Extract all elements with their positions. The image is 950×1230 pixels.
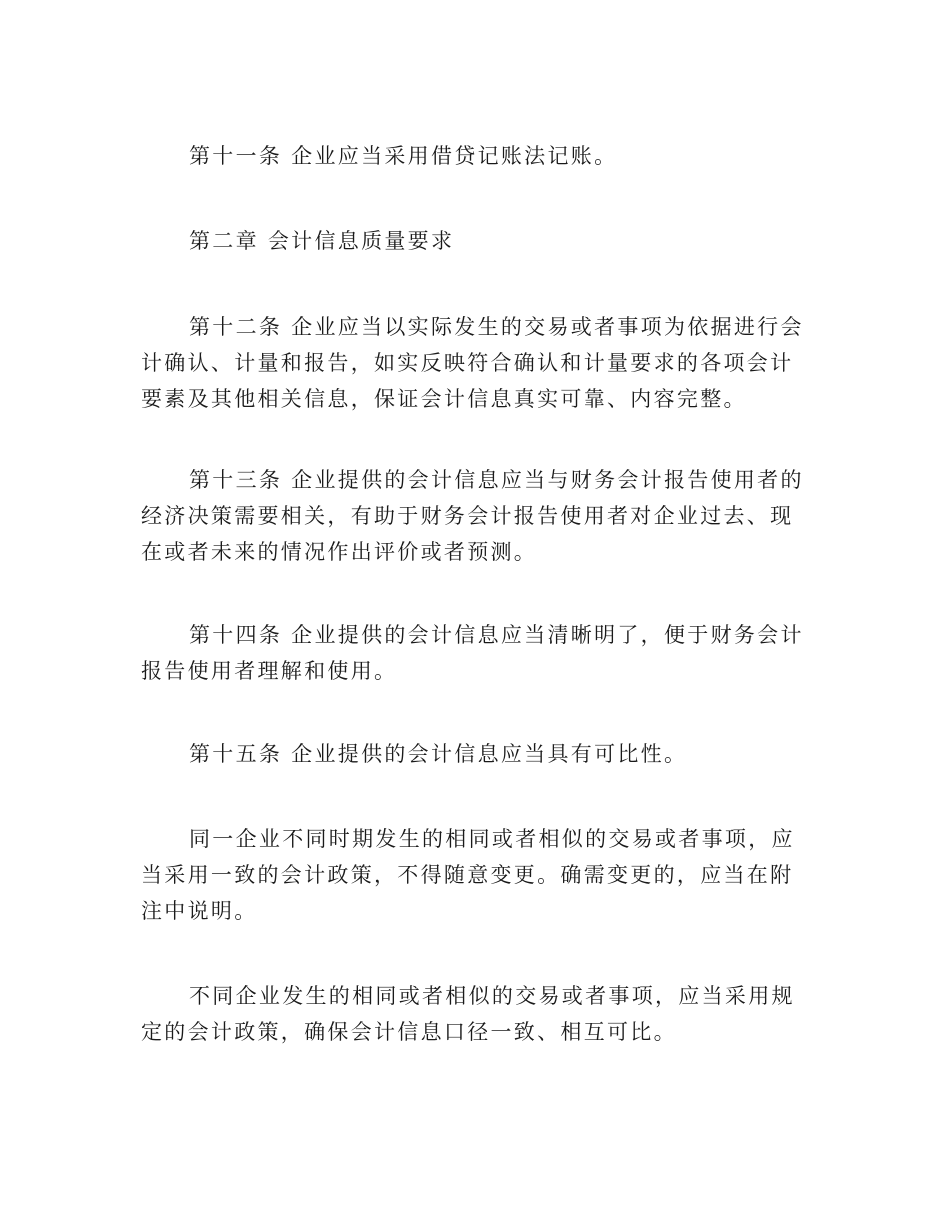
paragraph-line: 在或者未来的情况作出评价或者预测。	[141, 540, 538, 564]
article-14-paragraph	[141, 617, 809, 689]
paragraph-line: 要素及其他相关信息，保证会计信息真实可靠、内容完整。	[141, 387, 747, 411]
paragraph-line: 同一企业不同时期发生的相同或者相似的交易或者事项，应	[189, 827, 795, 851]
comparability-different-entities-paragraph	[141, 978, 809, 1050]
paragraph-line: 第十一条 企业应当采用借贷记账法记账。	[189, 144, 618, 168]
paragraph-line: 经济决策需要相关，有助于财务会计报告使用者对企业过去、现	[141, 504, 794, 528]
comparability-same-entity-paragraph	[141, 821, 809, 929]
paragraph-line: 不同企业发生的相同或者相似的交易或者事项，应当采用规	[189, 984, 795, 1008]
paragraph-line: 第十四条 企业提供的会计信息应当清晰明了，便于财务会计	[189, 623, 804, 647]
paragraph-line: 注中说明。	[141, 899, 258, 923]
article-12-paragraph	[141, 309, 809, 417]
paragraph-line: 第十三条 企业提供的会计信息应当与财务会计报告使用者的	[189, 468, 804, 492]
paragraph-line: 报告使用者理解和使用。	[141, 659, 398, 683]
paragraph-line: 第十二条 企业应当以实际发生的交易或者事项为依据进行会	[189, 315, 804, 339]
paragraph-line: 计确认、计量和报告，如实反映符合确认和计量要求的各项会计	[141, 351, 794, 375]
paragraph-line: 当采用一致的会计政策，不得随意变更。确需变更的，应当在附	[141, 863, 794, 887]
article-11-paragraph	[141, 138, 809, 174]
paragraph-line: 定的会计政策，确保会计信息口径一致、相互可比。	[141, 1020, 677, 1044]
article-13-paragraph	[141, 462, 809, 570]
chapter-2-heading	[141, 223, 809, 259]
paragraph-line: 第二章 会计信息质量要求	[189, 229, 455, 253]
article-15-paragraph	[141, 736, 809, 772]
paragraph-line: 第十五条 企业提供的会计信息应当具有可比性。	[189, 742, 688, 766]
